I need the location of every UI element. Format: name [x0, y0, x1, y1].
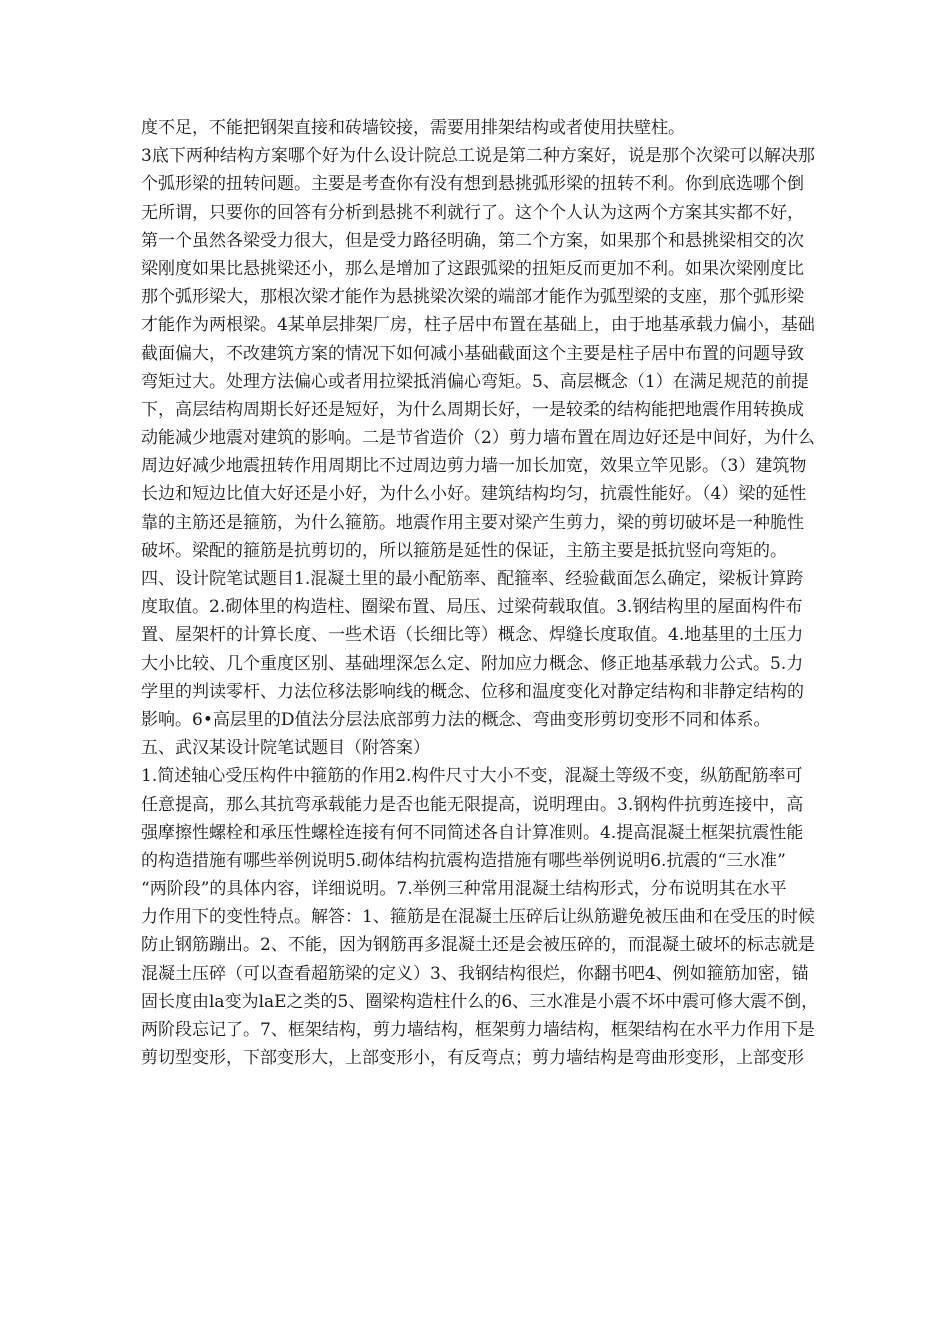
text-line: 两阶段忘记了。7、框架结构，剪力墙结构，框架剪力墙结构，框架结构在水平力作用下是: [141, 1020, 815, 1040]
text-line: 置、屋架杆的计算长度、一些术语（长细比等）概念、焊缝长度取值。4.地基里的土压力: [141, 625, 804, 646]
text-line: 五、武汉某设计院笔试题目（附答案）: [141, 738, 430, 759]
text-line: 个弧形梁的扭转问题。主要是考查你有没有想到悬挑弧形梁的扭转不利。你到底选哪个倒: [141, 174, 804, 195]
text-line: 下，高层结构周期长好还是短好，为什么周期长好，一是较柔的结构能把地震作用转换成: [141, 399, 804, 420]
text-line: 长边和短边比值大好还是小好，为什么小好。建筑结构均匀，抗震性能好。（4）梁的延性: [141, 484, 807, 505]
text-line: 破坏。梁配的箍筋是抗剪切的，所以箍筋是延性的保证，主筋主要是抵抗竖向弯矩的。: [141, 540, 787, 561]
text-line: 1.简述轴心受压构件中箍筋的作用2.构件尺寸大小不变，混凝土等级不变，纵筋配筋率可: [141, 766, 803, 787]
text-line: 力作用下的变性特点。解答：1、箍筋是在混凝土压碎后让纵筋避免被压曲和在受压的时候: [141, 907, 815, 928]
text-line: 弯矩过大。处理方法偏心或者用拉梁抵消偏心弯矩。5、高层概念（1）在满足规范的前提: [141, 371, 809, 392]
text-line: 第一个虽然各梁受力很大，但是受力路径明确，第二个方案，如果那个和悬挑梁相交的次: [141, 230, 804, 251]
text-line: 大小比较、几个重度区别、基础埋深怎么定、附加应力概念、修正地基承载力公式。5.力: [141, 653, 804, 674]
text-line: 截面偏大，不改建筑方案的情况下如何减小基础截面这个主要是柱子居中布置的问题导致: [141, 343, 804, 364]
text-line: 3底下两种结构方案哪个好为什么设计院总工说是第二种方案好，说是那个次梁可以解决那: [141, 146, 815, 167]
text-line: 的构造措施有哪些举例说明5.砌体结构抗震构造措施有哪些举例说明6.抗震的“三水准”: [141, 850, 786, 871]
text-line: 无所谓，只要你的回答有分析到悬挑不利就行了。这个个人认为这两个方案其实都不好，: [141, 202, 804, 223]
text-line: 度不足，不能把钢架直接和砖墙铰接，需要用排架结构或者使用扶壁柱。: [141, 118, 685, 138]
body-text: [141, 114, 821, 1072]
text-line: 固长度由la变为laE之类的5、圈梁构造柱什么的6、三水准是小震不坏中震可修大震不倒，: [141, 991, 819, 1012]
text-line: 任意提高，那么其抗弯承载能力是否也能无限提高，说明理由。3.钢构件抗剪连接中，高: [141, 794, 804, 815]
text-line: 四、设计院笔试题目1.混凝土里的最小配筋率、配箍率、经验截面怎么确定，梁板计算跨: [141, 569, 804, 589]
text-line: 靠的主筋还是箍筋，为什么箍筋。地震作用主要对梁产生剪力，梁的剪切破坏是一种脆性: [141, 512, 804, 533]
text-line: 梁刚度如果比悬挑梁还小，那么是增加了这跟弧梁的扭矩反而更加不利。如果次梁刚度比: [141, 258, 804, 279]
text-line: 周边好减少地震扭转作用周期比不过周边剪力墙一加长加宽，效果立竿见影。（3）建筑物: [141, 456, 807, 477]
text-line: 才能作为两根梁。4某单层排架厂房，柱子居中布置在基础上，由于地基承载力偏小，基础: [141, 315, 815, 336]
text-line: 度取值。2.砌体里的构造柱、圈梁布置、局压、过梁荷载取值。3.钢结构里的屋面构件布: [141, 597, 803, 618]
text-line: 强摩擦性螺栓和承压性螺栓连接有何不同简述各自计算准则。4.提高混凝土框架抗震性能: [141, 822, 804, 843]
text-line: 那个弧形梁大，那根次梁才能作为悬挑梁次梁的端部才能作为弧型梁的支座，那个弧形梁: [141, 287, 804, 308]
text-line: 防止钢筋蹦出。2、不能，因为钢筋再多混凝土还是会被压碎的，而混凝土破坏的标志就是: [141, 935, 815, 956]
text-line: 动能减少地震对建筑的影响。二是节省造价（2）剪力墙布置在周边好还是中间好，为什么: [141, 428, 815, 449]
text-line: 混凝土压碎（可以查看超筋梁的定义）3、我钢结构很烂，你翻书吧4、例如箍筋加密，锚: [141, 963, 809, 984]
text-line: “两阶段”的具体内容，详细说明。7.举例三种常用混凝土结构形式，分布说明其在水平: [141, 879, 787, 900]
text-line: 学里的判读零杆、力法位移法影响线的概念、位移和温度变化对静定结构和非静定结构的: [141, 681, 804, 702]
text-line: 剪切型变形，下部变形大，上部变形小，有反弯点；剪力墙结构是弯曲形变形，上部变形: [141, 1048, 804, 1069]
text-line: 影响。6•高层里的D值法分层法底部剪力法的概念、弯曲变形剪切变形不同和体系。: [141, 709, 771, 730]
